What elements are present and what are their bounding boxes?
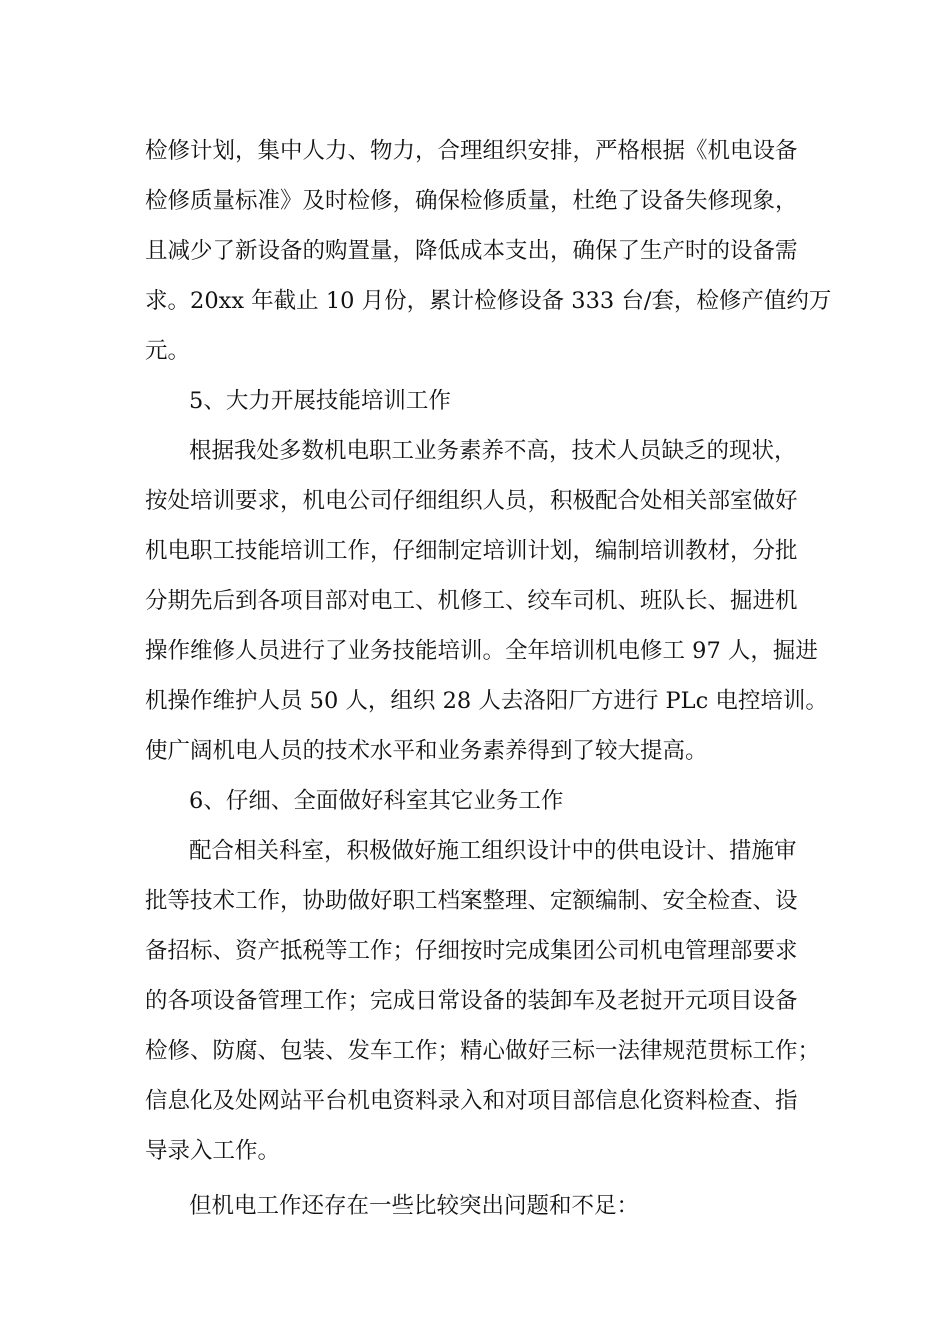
body-line: 信息化及处网站平台机电资料录入和对项目部信息化资料检查、指 xyxy=(145,1088,798,1114)
body-line: 机电职工技能培训工作，仔细制定培训计划，编制培训教材，分批 xyxy=(145,538,798,564)
body-line: 备招标、资产抵税等工作；仔细按时完成集团公司机电管理部要求 xyxy=(145,938,798,964)
body-line: 根据我处多数机电职工业务素养不高，技术人员缺乏的现状， xyxy=(189,438,797,464)
section-heading-6: 6、仔细、全面做好科室其它业务工作 xyxy=(189,788,564,814)
body-line: 按处培训要求，机电公司仔细组织人员，积极配合处相关部室做好 xyxy=(145,488,798,514)
body-line: 操作维修人员进行了业务技能培训。全年培训机电修工 97 人，掘进 xyxy=(145,638,818,664)
body-line: 分期先后到各项目部对电工、机修工、绞车司机、班队长、掘进机 xyxy=(145,588,798,614)
body-line: 检修质量标准》及时检修，确保检修质量，杜绝了设备失修现象， xyxy=(145,188,798,214)
body-line: 批等技术工作，协助做好职工档案整理、定额编制、安全检查、设 xyxy=(145,888,798,914)
body-line: 求。20xx 年截止 10 月份，累计检修设备 333 台/套，检修产值约万 xyxy=(145,288,832,314)
body-line: 检修、防腐、包装、发车工作；精心做好三标一法律规范贯标工作； xyxy=(145,1038,821,1064)
body-line: 导录入工作。 xyxy=(145,1138,281,1164)
document-page xyxy=(145,126,832,1231)
body-line: 但机电工作还存在一些比较突出问题和不足： xyxy=(189,1193,640,1219)
body-line: 元。 xyxy=(145,338,191,364)
body-line: 检修计划，集中人力、物力，合理组织安排，严格根据《机电设备 xyxy=(145,138,798,164)
body-line: 机操作维护人员 50 人，组织 28 人去洛阳厂方进行 PLc 电控培训。 xyxy=(145,688,828,714)
body-line: 且减少了新设备的购置量，降低成本支出，确保了生产时的设备需 xyxy=(145,238,798,264)
body-line: 配合相关科室，积极做好施工组织设计中的供电设计、措施审 xyxy=(189,838,797,864)
section-heading-5: 5、大力开展技能培训工作 xyxy=(189,388,451,414)
body-line: 的各项设备管理工作；完成日常设备的装卸车及老挝开元项目设备 xyxy=(145,988,798,1014)
body-line: 使广阔机电人员的技术水平和业务素养得到了较大提高。 xyxy=(145,738,708,764)
